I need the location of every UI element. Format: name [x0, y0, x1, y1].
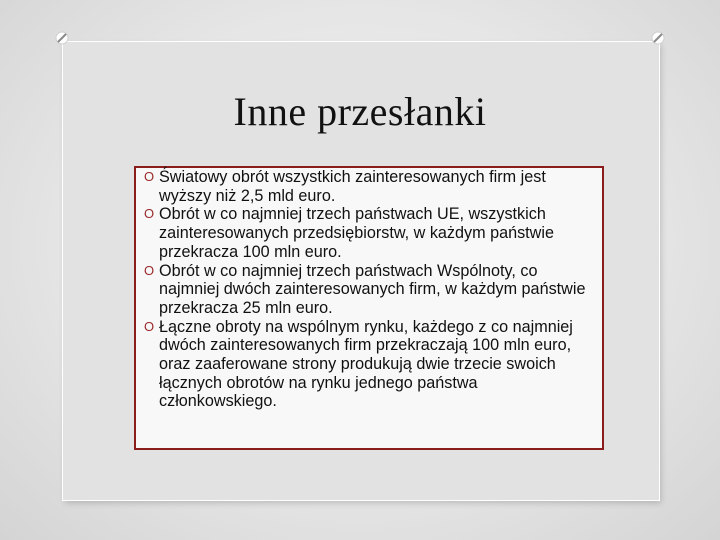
bullet-list [146, 168, 596, 411]
bullet-text: Obrót w co najmniej trzech państwach Wspólnoty, co najmniej dwóch zainteresowanych firm, w każdym państwie przekracza 25 mln euro. [159, 261, 586, 317]
bullet-marker: O [144, 169, 155, 184]
bullet-item [146, 168, 596, 205]
bullet-text: Łączne obroty na wspólnym rynku, każdego z co najmniej dwóch zainteresowanych firm przekraczają 100 mln euro, oraz zaaferowane strony produkują dwie trzecie swoich łącznych obrotów na rynku jednego państwa członkowskiego. [159, 317, 573, 411]
bullet-marker: O [144, 206, 155, 222]
bullet-item [146, 205, 596, 261]
bullet-item [146, 318, 596, 412]
bullet-marker: O [144, 262, 155, 278]
bullet-item [146, 262, 596, 318]
slide-title: Inne przesłanki [233, 89, 487, 134]
bullet-text: Światowy obrót wszystkich zainteresowanych firm jest wyższy niż 2,5 mld euro. [159, 168, 546, 205]
bullet-text: Obrót w co najmniej trzech państwach UE, wszystkich zainteresowanych przedsiębiorstw, w każdym państwie przekracza 100 mln euro. [159, 205, 554, 261]
pushpin-icon [650, 30, 666, 46]
bullet-marker: O [144, 318, 155, 334]
pushpin-icon [54, 30, 70, 46]
